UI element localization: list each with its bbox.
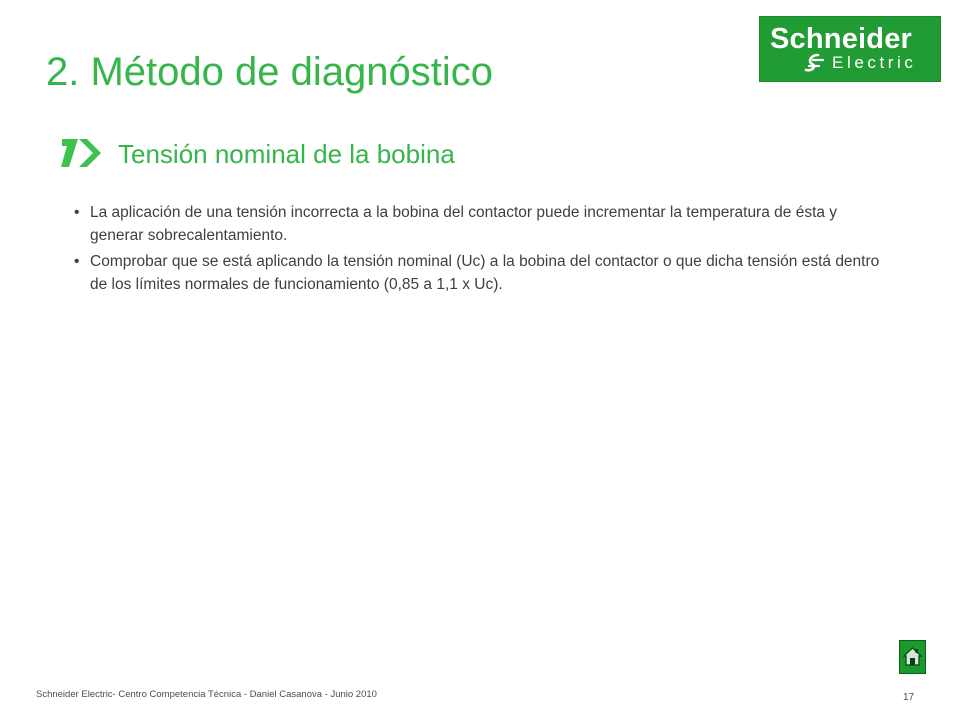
bullet-list	[74, 202, 894, 300]
slide-title: 2. Método de diagnóstico	[46, 50, 493, 94]
section-heading: Tensión nominal de la bobina	[118, 139, 455, 169]
home-button[interactable]	[899, 640, 926, 674]
logo-sub: Electric	[832, 53, 917, 72]
page-number: 17	[903, 692, 915, 703]
bullet-text: La aplicación de una tensión incorrecta a la bobina del contactor puede incrementar la temperatura de ésta y generar sobrecalentamiento.	[90, 204, 838, 244]
schneider-electric-logo	[759, 16, 941, 82]
bullet-text: Comprobar que se está aplicando la tensión nominal (Uc) a la bobina del contactor o que dicha tensión está dentro de los límites normales de funcionamiento (0,85 a 1,1 x Uc).	[90, 253, 880, 293]
footer-text: Schneider Electric- Centro Competencia Técnica - Daniel Casanova - Junio 2010	[36, 689, 377, 700]
logo-mark-icon	[804, 53, 826, 73]
green-chevron-arrow-icon	[60, 137, 102, 169]
home-icon	[903, 647, 922, 667]
logo-name: Schneider	[770, 23, 913, 55]
bullet-item	[74, 202, 894, 247]
bullet-marker: •	[74, 253, 80, 270]
bullet-item	[74, 251, 894, 296]
bullet-marker: •	[74, 204, 80, 221]
